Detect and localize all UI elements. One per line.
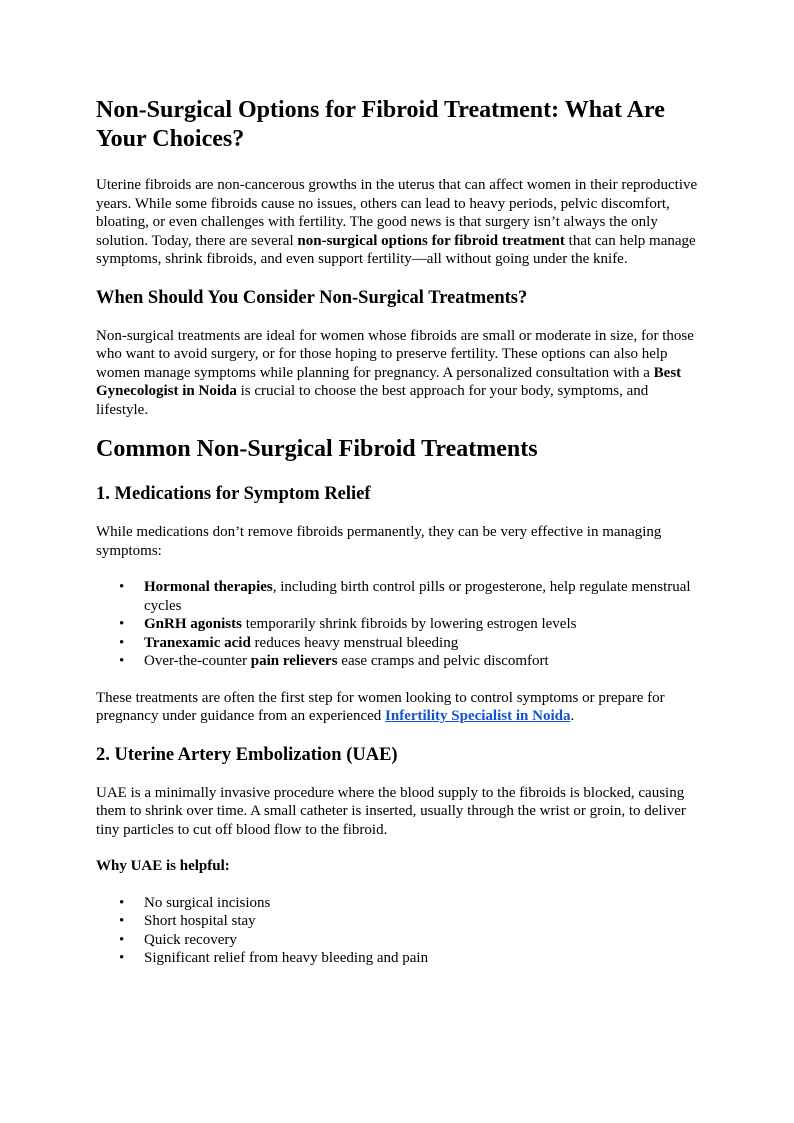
uae-heading: 2. Uterine Artery Embolization (UAE) <box>96 744 398 765</box>
list-item: • No surgical incisions <box>119 894 271 911</box>
consider-paragraph <box>96 327 702 420</box>
common-treatments-heading: Common Non-Surgical Fibroid Treatments <box>96 436 538 462</box>
list-item-bold: Tranexamic acid <box>144 634 251 651</box>
bullet-icon: • <box>119 894 125 911</box>
document-page <box>96 96 702 986</box>
list-item: • Tranexamic acid reduces heavy menstrual bleeding <box>119 634 459 651</box>
intro-text-part2: that can help manage symptoms, shrink fibroids, and even support fertility—all without going under the knife. <box>96 232 696 267</box>
bullet-icon: • <box>119 616 125 632</box>
consider-text-part1: Non-surgical treatments are ideal for women whose fibroids are small or moderate in size, for those who want to avoid surgery, or for those hoping to preserve fertility. These options can also help women manage symptoms while planning for pregnancy. A personalized consultation with a <box>96 327 694 381</box>
intro-text-part1: Uterine fibroids are non-cancerous growths in the uterus that can affect women in their reproductive years. While some fibroids cause no issues, others can lead to heavy periods, pelvic discomfort, bloating, or even challenges with fertility. The good news is that surgery isn’t always the only solution. Today, there are several <box>96 177 698 249</box>
uae-paragraph: UAE is a minimally invasive procedure where the blood supply to the fibroids is blocked, causing them to shrink over time. A small catheter is inserted, usually through the wrist or groin, to deliver tiny particles to cut off blood flow to the fibroid. <box>96 784 686 838</box>
infertility-specialist-link[interactable]: Infertility Specialist in Noida <box>385 708 571 724</box>
bullet-icon: • <box>119 579 125 595</box>
bullet-icon: • <box>119 634 125 651</box>
list-item-bold: pain relievers <box>250 653 338 669</box>
page-title: Non-Surgical Options for Fibroid Treatment: What Are Your Choices? <box>96 97 665 152</box>
list-item: • Hormonal therapies, including birth control pills or progesterone, help regulate menstrual cycles <box>119 579 691 614</box>
medications-list <box>96 578 702 671</box>
list-item: • Short hospital stay <box>119 913 256 929</box>
consider-bold-text: Best Gynecologist in Noida <box>96 364 682 399</box>
consider-text-part2: is crucial to choose the best approach for your body, symptoms, and lifestyle. <box>96 383 649 418</box>
medications-intro: While medications don’t remove fibroids permanently, they can be very effective in managing symptoms: <box>96 524 662 559</box>
list-item-bold: GnRH agonists <box>144 616 242 632</box>
list-item: • Significant relief from heavy bleeding and pain <box>119 950 429 966</box>
consider-heading: When Should You Consider Non-Surgical Treatments? <box>96 287 528 308</box>
intro-bold-text: non-surgical options for fibroid treatment <box>297 232 565 249</box>
list-item: • Over-the-counter pain relievers ease cramps and pelvic discomfort <box>119 653 549 669</box>
bullet-icon: • <box>119 931 125 948</box>
uae-why-label: Why UAE is helpful: <box>96 858 230 874</box>
medications-heading: 1. Medications for Symptom Relief <box>96 484 371 504</box>
bullet-icon: • <box>119 950 125 966</box>
bullet-icon: • <box>119 653 125 669</box>
intro-paragraph <box>96 176 702 269</box>
bullet-icon: • <box>119 913 125 929</box>
uae-benefits-list <box>96 894 702 968</box>
list-item: • Quick recovery <box>119 931 237 948</box>
medications-after-paragraph: These treatments are often the first step for women looking to control symptoms or prepare for pregnancy under guidance from an experienced Infertility Specialist in Noida. <box>96 689 665 724</box>
list-item-bold: Hormonal therapies <box>144 579 273 595</box>
list-item: • GnRH agonists temporarily shrink fibroids by lowering estrogen levels <box>119 616 577 632</box>
